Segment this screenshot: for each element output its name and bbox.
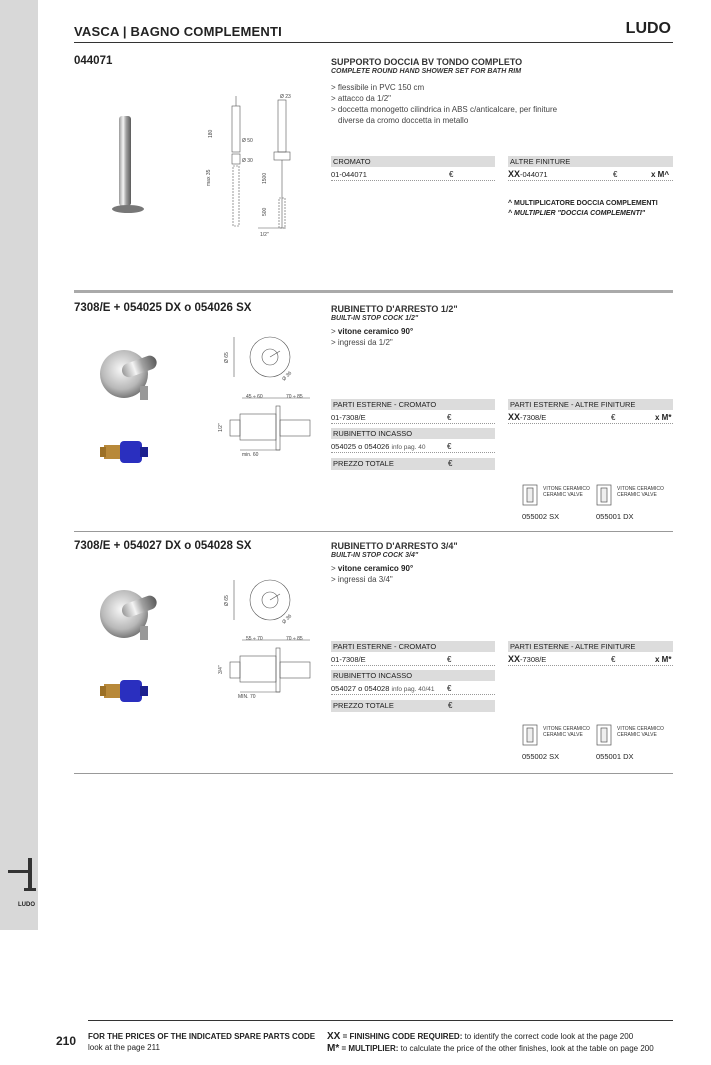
price-row (508, 653, 673, 666)
product-subtitle: BUILT-IN STOP COCK 1/2" (331, 315, 419, 322)
spare-label: VITONE CERAMICO (617, 726, 664, 732)
stop-cock-photo (96, 346, 162, 402)
currency: € (447, 684, 452, 693)
total-label: PREZZO TOTALE (333, 459, 394, 468)
dim-label: 45 ÷ 60 (246, 394, 263, 400)
feature-list (331, 563, 413, 585)
currency: € (611, 413, 616, 422)
dim-label: 70 ÷ 85 (286, 636, 303, 642)
article-code: 054025 o 054026 (331, 442, 390, 451)
faucet-icon (8, 856, 38, 896)
article-code: 054027 o 054028 (331, 684, 390, 693)
feature-item: > vitone ceramico 90° (331, 564, 414, 573)
price-header: PARTI ESTERNE - ALTRE FINITURE (508, 641, 673, 652)
dim-label: 1500 (262, 172, 268, 184)
dim-label: Ø 36 (281, 370, 294, 383)
finish-code: XX (508, 654, 521, 664)
dim-label: Ø 65 (224, 352, 230, 363)
valve-cartridge-icon (596, 484, 612, 506)
currency: € (447, 413, 452, 422)
article-code: -7308/E (520, 413, 547, 422)
spare-label: VITONE CERAMICO (617, 486, 664, 492)
product-code: 044071 (74, 55, 113, 67)
note-line: ^ MULTIPLICATORE DOCCIA COMPLEMENTI (508, 200, 658, 207)
feature-item: diverse da cromo doccetta in metallo (338, 116, 469, 125)
price-row (331, 682, 495, 695)
dim-label: 500 (262, 207, 268, 216)
dim-label: 1/2" (218, 423, 224, 432)
spare-code: 055002 SX (522, 752, 560, 761)
dim-label: Ø 30 (242, 158, 253, 164)
legend-finishing: XX = FINISHING CODE REQUIRED: to identify the correct code look at the page 200 (327, 1031, 634, 1042)
dim-label: Ø 36 (281, 613, 294, 626)
legend-multiplier: M* = MULTIPLIER: to calculate the price of the other finishes, look at the table on page 200 (327, 1043, 654, 1054)
brand-name: LUDO (625, 20, 671, 37)
finish-code: XX (508, 169, 521, 179)
page-number: 210 (56, 1034, 77, 1048)
dim-label: 70 ÷ 85 (286, 394, 303, 400)
info-ref: info pag. 40 (391, 444, 426, 451)
price-header: RUBINETTO INCASSO (331, 670, 495, 681)
info-ref: info pag. 40/41 (391, 686, 435, 693)
footer-note-bold: FOR THE PRICES OF THE INDICATED SPARE PARTS CODE (88, 1032, 316, 1041)
currency: € (447, 442, 452, 451)
valve-body-photo (100, 676, 152, 706)
technical-drawing (200, 88, 310, 240)
hand-shower-photo (108, 112, 148, 217)
dim-label: 1/2" (260, 232, 269, 238)
currency: € (448, 459, 453, 468)
multiplier: x M* (655, 413, 672, 422)
spare-label: CERAMIC VALVE (543, 492, 583, 498)
product-subtitle: BUILT-IN STOP COCK 3/4" (331, 552, 419, 559)
total-label: PREZZO TOTALE (333, 701, 394, 710)
product-title: SUPPORTO DOCCIA BV TONDO COMPLETO (331, 57, 523, 67)
spare-label: CERAMIC VALVE (617, 492, 657, 498)
multiplier: x M* (655, 655, 672, 664)
header-rule (74, 42, 673, 43)
spare-label: VITONE CERAMICO (543, 726, 590, 732)
feature-item: > attacco da 1/2" (331, 94, 391, 103)
product-code: 7308/E + 054027 DX o 054028 SX (74, 540, 252, 552)
currency: € (611, 655, 616, 664)
dim-label: 55 ÷ 70 (246, 636, 263, 642)
section-title: VASCA | BAGNO COMPLEMENTI (74, 24, 282, 39)
dim-label: Ø 65 (224, 595, 230, 606)
price-header: ALTRE FINITURE (508, 156, 673, 167)
spare-label: CERAMIC VALVE (543, 732, 583, 738)
dim-label: 180 (208, 129, 214, 138)
currency: € (449, 170, 454, 179)
footer-rule (88, 1020, 673, 1021)
spare-label: VITONE CERAMICO (543, 486, 590, 492)
side-label: LUDO (18, 902, 35, 908)
feature-list (331, 82, 631, 126)
currency: € (613, 170, 618, 179)
price-row (331, 653, 495, 666)
spare-part (596, 484, 666, 524)
total-row (331, 700, 495, 712)
product-title: RUBINETTO D'ARRESTO 1/2" (331, 304, 458, 314)
front-view-drawing (220, 574, 310, 630)
product-code: 7308/E + 054025 DX o 054026 SX (74, 302, 252, 314)
spare-code: 055002 SX (522, 512, 560, 521)
side-view-drawing (212, 634, 322, 700)
price-row (331, 168, 495, 181)
price-header: PARTI ESTERNE - ALTRE FINITURE (508, 399, 673, 410)
footer-legend (327, 1031, 687, 1055)
feature-list (331, 326, 413, 348)
feature-item: > ingressi da 3/4" (331, 575, 393, 584)
price-row (331, 440, 495, 453)
price-row (508, 411, 673, 424)
price-header: RUBINETTO INCASSO (331, 428, 495, 439)
price-header: CROMATO (331, 156, 495, 167)
article-code: 01-044071 (331, 170, 367, 179)
valve-cartridge-icon (522, 724, 538, 746)
dim-label: MIN. 70 (238, 694, 256, 700)
currency: € (447, 655, 452, 664)
spare-part (596, 724, 666, 764)
product-subtitle: COMPLETE ROUND HAND SHOWER SET FOR BATH RIM (331, 68, 522, 75)
multiplier-note (508, 199, 658, 219)
spare-part (522, 484, 592, 524)
product-title: RUBINETTO D'ARRESTO 3/4" (331, 541, 458, 551)
article-code: 01-7308/E (331, 413, 366, 422)
valve-body-photo (100, 437, 152, 467)
article-code: 01-7308/E (331, 655, 366, 664)
feature-item: > ingressi da 1/2" (331, 338, 393, 347)
footer-note-text: look at the page 211 (88, 1043, 160, 1052)
price-header: PARTI ESTERNE - CROMATO (331, 641, 495, 652)
spare-label: CERAMIC VALVE (617, 732, 657, 738)
feature-item: > vitone ceramico 90° (331, 327, 414, 336)
section-divider (74, 290, 673, 293)
section-divider (74, 531, 673, 532)
footer-spare-note (88, 1031, 318, 1053)
spare-part (522, 724, 592, 764)
feature-item: > flessibile in PVC 150 cm (331, 83, 425, 92)
valve-cartridge-icon (522, 484, 538, 506)
article-code: -044071 (520, 170, 548, 179)
dim-label: Ø 50 (242, 138, 253, 144)
total-row (331, 458, 495, 470)
front-view-drawing (220, 333, 310, 387)
dim-label: Ø 23 (280, 94, 291, 100)
dim-label: max 35 (206, 169, 212, 186)
valve-cartridge-icon (596, 724, 612, 746)
side-tab (0, 0, 38, 930)
note-line: ^ MULTIPLIER "DOCCIA COMPLEMENTI" (508, 210, 646, 217)
spare-code: 055001 DX (596, 512, 634, 521)
side-view-drawing (212, 392, 322, 458)
currency: € (448, 701, 453, 710)
finish-code: XX (508, 412, 521, 422)
price-row (508, 168, 673, 181)
article-code: -7308/E (520, 655, 547, 664)
section-divider (74, 773, 673, 774)
price-row (331, 411, 495, 424)
spare-code: 055001 DX (596, 752, 634, 761)
multiplier: x M^ (651, 170, 670, 179)
dim-label: 3/4" (218, 665, 224, 674)
feature-item: > doccetta monogetto cilindrica in ABS c/anticalcare, per finiture (331, 105, 558, 114)
dim-label: min. 60 (242, 452, 259, 458)
stop-cock-photo (96, 586, 162, 642)
price-header: PARTI ESTERNE - CROMATO (331, 399, 495, 410)
